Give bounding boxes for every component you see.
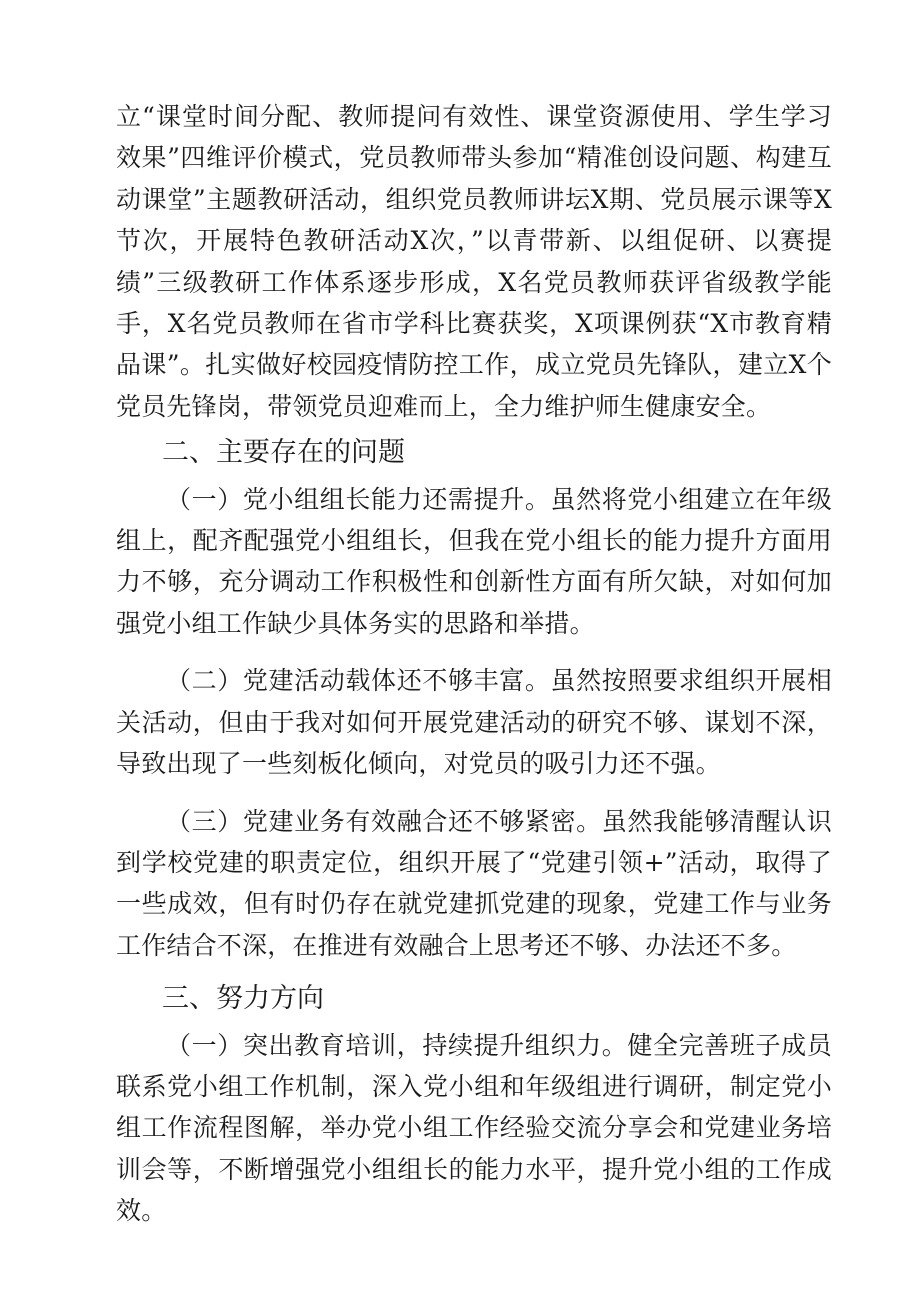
section-heading-direction: 三、努力方向 — [162, 983, 324, 1015]
body-paragraph: （一）党小组组长能力还需提升。虽然将党小组建立在年级组上，配齐配强党小组组长，但我在党小组长的能力提升方面用力不够，充分调动工作积极性和创新性方面有所欠缺，对如何加强党小组工作缺少具体务实的思路和举措。 — [116, 484, 832, 638]
body-paragraph: 立“课堂时间分配、教师提问有效性、课堂资源使用、学生学习效果”四维评价模式，党员教师带头参加“精准创设问题、构建互动课堂”主题教研活动，组织党员教师讲坛X期、党员展示课等X节次，开展特色教研活动X次，”以青带新、以组促研、以赛提绩”三级教研工作体系逐步形成，X名党员教师获评省级教学能手，X名党员教师在省市学科比赛获奖，X项课例获“X市教育精品课”。扎实做好校园疫情防控工作，成立党员先锋队，建立X个党员先锋岗，带领党员迎难而上，全力维护师生健康安全。 — [116, 102, 832, 421]
section-heading-problems: 二、主要存在的问题 — [162, 437, 405, 469]
body-paragraph: （二）党建活动载体还不够丰富。虽然按照要求组织开展相关活动，但由于我对如何开展党建活动的研究不够、谋划不深，导致出现了一些刻板化倾向，对党员的吸引力还不强。 — [116, 666, 832, 779]
body-paragraph: （一）突出教育培训，持续提升组织力。健全完善班子成员联系党小组工作机制，深入党小组和年级组进行调研，制定党小组工作流程图解，举办党小组工作经验交流分享会和党建业务培训会等，不断增强党小组组长的能力水平，提升党小组的工作成效。 — [116, 1030, 832, 1226]
body-paragraph: （三）党建业务有效融合还不够紧密。虽然我能够清醒认识到学校党建的职责定位，组织开展了“党建引领+”活动，取得了一些成效，但有时仍存在就党建抓党建的现象，党建工作与业务工作结合不深，在推进有效融合上思考还不够、办法还不多。 — [116, 806, 832, 960]
document-page — [116, 96, 832, 1232]
